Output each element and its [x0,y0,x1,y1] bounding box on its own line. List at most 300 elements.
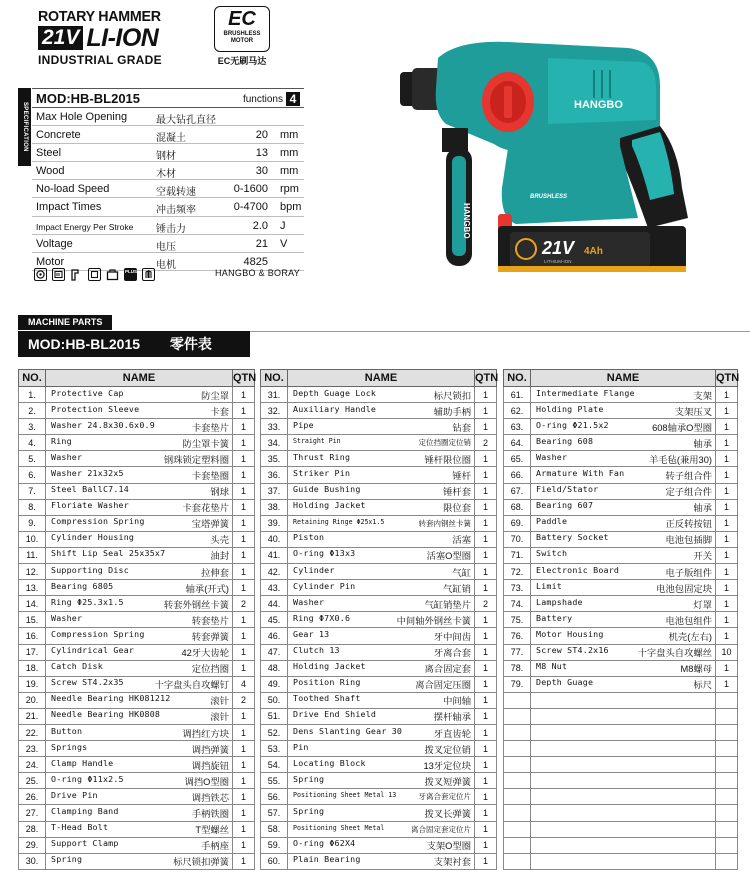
part-name-en: Clamping Band [51,805,119,816]
table-row [261,660,497,676]
specification-side-label: SPECIFICATION [18,88,31,166]
part-number: 60. [261,853,288,869]
part-qty: 10 [716,644,738,660]
part-qty: 1 [233,580,255,596]
part-qty: 1 [475,612,497,628]
part-name-cn: 电池包组件 [665,615,712,626]
table-row [19,628,255,644]
part-name-en: Piston [293,532,325,543]
functions-indicator [243,92,300,106]
part-name-cell [288,837,475,853]
part-name-en: Dens Slanting Gear 30 [293,725,403,736]
part-name-cn: 离合固定套定位片 [411,824,471,834]
part-name-en: Holding Jacket [293,661,366,672]
part-qty: 2 [233,596,255,612]
part-name-cell [288,419,475,435]
part-number: 23. [19,741,46,757]
part-name-cell [46,596,233,612]
table-row [261,499,497,515]
part-name-cn: 机壳(左右) [668,631,712,642]
part-name-en: Drive End Shield [293,709,377,720]
part-name-cell [46,435,233,451]
spec-value: 21 [255,237,268,250]
spec-value: 20 [255,129,268,142]
table-row [261,757,497,773]
part-name-en: Electronic Board [536,564,620,575]
part-number: 63. [504,419,531,435]
ec-logo-line2: MOTOR [230,38,254,44]
part-name-cn: 钻套 [452,422,471,433]
spec-label: No-load Speed [36,183,110,196]
part-name-cell [531,692,716,708]
part-number: 79. [504,676,531,692]
part-number: 40. [261,531,288,547]
part-number: 67. [504,483,531,499]
part-qty: 1 [475,692,497,708]
header-divider [250,331,750,332]
part-name-cell [531,515,716,531]
table-row [19,853,255,869]
part-name-cn: 限位套 [443,503,471,514]
part-name-cell [531,531,716,547]
part-name-cell [46,789,233,805]
part-name-en: Battery [536,612,573,623]
part-name-cell [46,805,233,821]
table-row [19,451,255,467]
part-name-en: Springs [51,741,88,752]
part-name-cell [531,435,716,451]
part-number: 48. [261,660,288,676]
part-qty [716,692,738,708]
spec-unit: mm [280,147,299,160]
spec-label: Impact Energy Per Stroke [36,221,134,232]
part-name-cn: 标尺锁扣弹簧 [173,857,229,868]
part-qty: 1 [475,403,497,419]
part-name-cell [531,628,716,644]
part-number [504,757,531,773]
part-name-en: O-ring Φ13x3 [293,548,356,559]
column-header-name: NAME [46,370,233,387]
part-number: 59. [261,837,288,853]
part-name-en: Needle Bearing HK0808 [51,709,161,720]
part-qty: 1 [233,757,255,773]
part-qty: 1 [716,612,738,628]
part-number [504,821,531,837]
part-name-cn: 卡套花垫片 [182,503,229,514]
battery-icon [52,268,65,281]
table-row [504,499,738,515]
spec-label: Motor [36,255,65,268]
part-name-cn: 调挡红方块 [182,728,229,739]
part-number: 50. [261,692,288,708]
part-name-en: Cylinder [293,564,335,575]
part-name-cell [531,708,716,724]
table-row [261,419,497,435]
part-number: 54. [261,757,288,773]
table-row [19,499,255,515]
spec-unit: rpm [280,183,299,196]
part-qty: 1 [233,435,255,451]
spec-label: Impact Times [36,201,102,214]
part-name-cn: 滚针 [210,696,229,707]
part-number: 18. [19,660,46,676]
spec-row [32,144,304,162]
part-name-cn: 轴承 [693,503,712,514]
part-qty: 2 [475,435,497,451]
part-name-cn: 宝塔弹簧 [191,519,229,530]
table-row [504,451,738,467]
part-name-cell [531,757,716,773]
part-name-cn: 锤杆套 [443,487,471,498]
table-row [19,515,255,531]
part-name-cell [46,451,233,467]
column-header-no: NO. [504,370,531,387]
part-name-en: Limit [536,580,562,591]
part-name-cell [46,499,233,515]
part-name-cell [288,483,475,499]
table-row [504,837,738,853]
table-row [19,821,255,837]
part-qty: 1 [716,387,738,403]
part-name-cn: 转套垫片 [191,615,229,626]
spec-row [32,217,304,235]
part-qty: 1 [233,805,255,821]
part-name-cn: 拉伸套 [201,567,229,578]
part-name-cell [288,515,475,531]
part-name-cell [531,676,716,692]
table-row [504,757,738,773]
battery-capacity: 4Ah [584,246,603,257]
part-number: 70. [504,531,531,547]
part-name-en: Catch Disk [51,661,103,672]
part-name-cell [531,499,716,515]
part-qty: 1 [475,724,497,740]
part-name-cn: 气缸销 [443,583,471,594]
part-name-cn: 608轴承O型圈 [652,422,712,433]
functions-label: functions [242,93,283,105]
battery-voltage: 21V [542,238,575,258]
table-row [504,596,738,612]
part-name-cell [46,692,233,708]
part-name-cn: 转子组合件 [665,471,712,482]
part-name-cn: 支架 [693,390,712,401]
part-name-cn: 气缸销垫片 [424,599,471,610]
part-name-cn: 13牙定位块 [423,760,471,771]
part-qty: 1 [233,644,255,660]
part-qty: 1 [475,628,497,644]
spec-label: Wood [36,165,65,178]
part-number: 30. [19,853,46,869]
part-qty: 1 [716,660,738,676]
part-number: 17. [19,644,46,660]
part-name-cn: M8螺母 [680,664,712,675]
part-name-cn: 标尺 [693,680,712,691]
spec-label-cn: 木材 [156,169,176,181]
functions-count: 4 [286,92,300,106]
table-row [504,741,738,757]
table-row [504,547,738,563]
table-row [261,724,497,740]
part-number: 66. [504,467,531,483]
part-name-cn: 锤杆 [452,471,471,482]
part-name-cell [288,547,475,563]
part-number [504,773,531,789]
table-row [19,531,255,547]
part-name-cn: 定位挡圈 [191,664,229,675]
table-row [261,837,497,853]
part-number: 61. [504,387,531,403]
part-name-cn: 中间轴外钢丝卡簧 [396,615,471,626]
part-number: 28. [19,821,46,837]
part-qty: 2 [233,692,255,708]
part-name-en: Bearing 607 [536,500,594,511]
part-name-cell [46,612,233,628]
ec-logo-caption: EC无刷马达 [217,56,267,66]
part-name-en: Steel BallC7.14 [51,484,129,495]
grade-label: INDUSTRIAL GRADE [38,53,162,67]
part-name-cell [46,387,233,403]
part-number: 22. [19,724,46,740]
spec-value: 0-1600 [233,183,268,196]
part-qty [716,741,738,757]
spec-row [32,108,304,126]
part-name-en: Protection Sleeve [51,403,140,414]
part-number [504,724,531,740]
part-qty: 1 [475,853,497,869]
part-name-cn: 转套内钢丝卡簧 [418,518,471,528]
table-row [504,628,738,644]
spec-label: Voltage [36,237,73,250]
part-number: 27. [19,805,46,821]
parts-table-1 [18,369,255,870]
part-name-cn: 十字盘头自攻螺钉 [154,680,229,691]
spec-unit: mm [280,129,299,142]
part-name-cn: 拨叉定位销 [424,744,471,755]
part-number: 45. [261,612,288,628]
part-number: 12. [19,564,46,580]
table-row [261,403,497,419]
part-number: 29. [19,837,46,853]
part-qty: 1 [475,531,497,547]
part-qty: 1 [716,564,738,580]
part-name-cell [288,789,475,805]
part-name-cell [288,403,475,419]
part-qty: 4 [233,676,255,692]
part-qty: 1 [475,564,497,580]
part-name-cn: 定子组合件 [665,487,712,498]
part-name-cn: 支架衬套 [433,857,471,868]
part-name-en: Retaining Ringe Φ25x1.5 [293,517,385,526]
part-qty: 1 [716,515,738,531]
part-name-cn: 正反转按钮 [665,519,712,530]
part-qty: 1 [233,515,255,531]
part-name-en: Needle Bearing HK081212 [51,693,171,704]
table-row [504,435,738,451]
part-name-cell [46,483,233,499]
part-name-cn: 钢球 [210,487,229,498]
voltage-badge: 21V [38,26,83,50]
part-qty [716,773,738,789]
part-name-cell [288,757,475,773]
part-name-cn: 防尘罩 [201,390,229,401]
part-number [504,741,531,757]
table-row [19,676,255,692]
column-header-no: NO. [261,370,288,387]
part-name-cn: 卡套垫片 [191,422,229,433]
part-qty: 1 [233,467,255,483]
table-row [261,596,497,612]
part-name-cell [288,821,475,837]
part-qty [716,853,738,869]
spec-label-cn: 钢材 [156,151,176,163]
part-qty: 1 [233,789,255,805]
battery-type: LI-ION [86,24,159,52]
part-number: 25. [19,773,46,789]
table-row [504,773,738,789]
part-number: 56. [261,789,288,805]
part-name-en: Spring [51,854,83,865]
table-row [504,483,738,499]
part-name-cell [46,564,233,580]
part-number [504,692,531,708]
table-row [261,467,497,483]
part-qty [716,724,738,740]
part-qty: 1 [233,387,255,403]
part-qty: 1 [475,467,497,483]
part-qty: 1 [475,805,497,821]
part-name-cell [288,660,475,676]
table-row [19,644,255,660]
part-name-cell [288,853,475,869]
table-row [261,676,497,692]
table-row [261,435,497,451]
spec-value: 2.0 [252,219,268,232]
part-name-cell [46,515,233,531]
table-row [19,789,255,805]
part-qty: 1 [233,708,255,724]
part-number: 19. [19,676,46,692]
part-name-cell [288,564,475,580]
part-name-cn: 卡套 [210,406,229,417]
table-row [19,435,255,451]
voltage-banner [38,26,158,50]
spec-label-cn: 锤击力 [156,223,186,235]
part-name-cell [288,596,475,612]
spec-row [32,180,304,198]
part-number: 26. [19,789,46,805]
part-name-cell [531,419,716,435]
table-row [261,741,497,757]
column-header-qty: QTN [233,370,255,387]
part-qty: 1 [475,580,497,596]
spec-unit: V [280,237,288,250]
part-qty: 1 [233,773,255,789]
part-name-en: O-ring Φ11x2.5 [51,773,124,784]
part-qty: 1 [233,628,255,644]
table-row [504,612,738,628]
part-name-cn: 支架压叉 [674,406,712,417]
part-name-cn: 手柄座 [201,841,229,852]
part-name-cn: 拨叉长弹簧 [424,808,471,819]
table-row [261,564,497,580]
spec-row [32,162,304,180]
ec-logo-line1: BRUSHLESS [223,31,261,37]
part-name-cell [46,547,233,563]
table-row [261,708,497,724]
part-name-cn: 支架O型圈 [426,841,471,852]
part-number: 37. [261,483,288,499]
part-number: 55. [261,773,288,789]
part-number [504,805,531,821]
table-row [504,387,738,403]
part-number [504,837,531,853]
table-row [504,515,738,531]
spec-label: Max Hole Opening [36,111,128,123]
part-name-cell [46,757,233,773]
table-row [504,531,738,547]
part-name-cell [288,628,475,644]
part-number: 58. [261,821,288,837]
table-row [504,821,738,837]
part-name-cn: 调挡弹簧 [191,744,229,755]
part-name-cell [531,741,716,757]
part-name-en: Cylindrical Gear [51,645,135,656]
part-name-cell [46,644,233,660]
part-name-cell [46,821,233,837]
part-number: 47. [261,644,288,660]
part-qty: 1 [475,676,497,692]
part-name-en: Washer [51,612,83,623]
part-number: 65. [504,451,531,467]
part-name-cell [46,741,233,757]
table-row [261,821,497,837]
part-name-cell [531,837,716,853]
table-row [504,853,738,869]
part-name-cn: 42牙大齿轮 [181,648,229,659]
part-name-cell [531,547,716,563]
part-number: 78. [504,660,531,676]
part-number: 1. [19,387,46,403]
column-header-qty: QTN [475,370,497,387]
table-row [504,676,738,692]
table-row [504,403,738,419]
table-row [261,580,497,596]
part-qty: 1 [233,724,255,740]
part-name-en: Auxiliary Handle [293,403,377,414]
part-name-en: Field/Stator [536,484,599,495]
part-name-cell [531,596,716,612]
part-qty: 1 [475,773,497,789]
part-number: 35. [261,451,288,467]
part-name-cn: 离合固定压圈 [415,680,471,691]
part-name-cn: 牙直齿轮 [433,728,471,739]
table-row [261,483,497,499]
column-header-name: NAME [531,370,716,387]
part-number: 11. [19,547,46,563]
part-name-en: Motor Housing [536,628,604,639]
spec-unit: J [280,219,286,232]
part-name-cell [531,467,716,483]
table-row [504,644,738,660]
drill-bit-icon [142,268,155,281]
table-row [19,387,255,403]
table-row [19,564,255,580]
part-name-en: Battery Socket [536,532,609,543]
table-row [19,724,255,740]
table-row [261,515,497,531]
part-name-en: Locating Block [293,757,366,768]
part-qty: 1 [475,757,497,773]
